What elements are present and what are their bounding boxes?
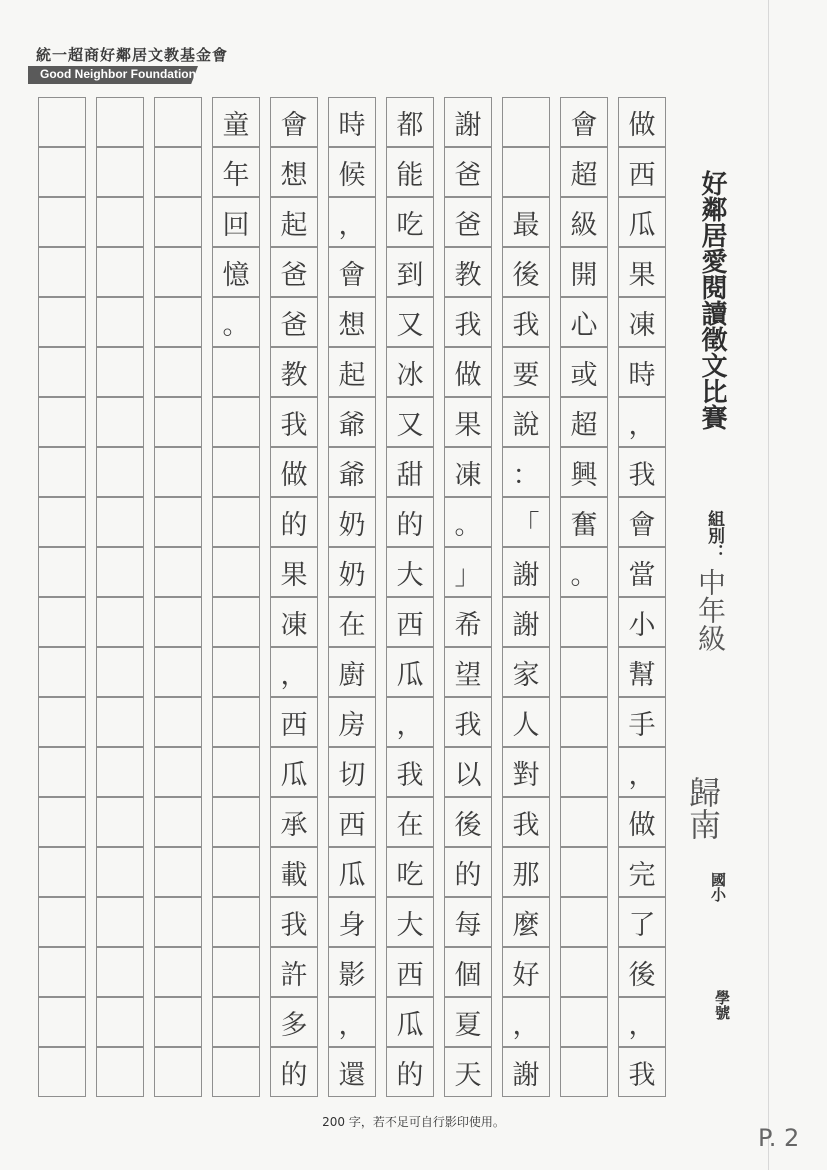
- grid-cell: [212, 897, 260, 947]
- grid-cell: [96, 197, 144, 247]
- grid-cell: [96, 497, 144, 547]
- grid-cell: [38, 797, 86, 847]
- grid-cell: [96, 297, 144, 347]
- grid-cell: 後: [444, 797, 492, 847]
- grid-column: [444, 97, 492, 1097]
- grid-cell: 凍: [618, 297, 666, 347]
- grid-cell: [154, 397, 202, 447]
- grid-cell: ，: [618, 997, 666, 1047]
- grid-cell: [96, 947, 144, 997]
- grid-cell: [154, 497, 202, 547]
- grid-cell: 又: [386, 297, 434, 347]
- grid-cell: 都: [386, 97, 434, 147]
- grid-cell: 後: [618, 947, 666, 997]
- grid-cell: 當: [618, 547, 666, 597]
- grid-cell: 後: [502, 247, 550, 297]
- grid-cell: [96, 797, 144, 847]
- grid-cell: [38, 847, 86, 897]
- grid-cell: 我: [618, 1047, 666, 1097]
- grid-cell: [38, 147, 86, 197]
- grid-cell: [154, 597, 202, 647]
- grid-cell: ，: [386, 697, 434, 747]
- grid-cell: [96, 347, 144, 397]
- grid-column: [38, 97, 86, 1097]
- grid-cell: 瓜: [386, 997, 434, 1047]
- grid-cell: [212, 597, 260, 647]
- grid-cell: 西: [386, 947, 434, 997]
- grid-cell: [154, 797, 202, 847]
- grid-cell: [38, 347, 86, 397]
- grid-cell: [96, 697, 144, 747]
- grid-column: [502, 97, 550, 1097]
- grid-cell: 完: [618, 847, 666, 897]
- grid-cell: 級: [560, 197, 608, 247]
- grid-cell: [154, 297, 202, 347]
- grid-cell: 還: [328, 1047, 376, 1097]
- grid-cell: [38, 297, 86, 347]
- grid-cell: 的: [270, 497, 318, 547]
- grid-cell: 興: [560, 447, 608, 497]
- grid-cell: [154, 897, 202, 947]
- grid-cell: 夏: [444, 997, 492, 1047]
- grid-cell: 瓜: [618, 197, 666, 247]
- grid-cell: [560, 697, 608, 747]
- grid-cell: [96, 1047, 144, 1097]
- grid-cell: [212, 647, 260, 697]
- grid-cell: 那: [502, 847, 550, 897]
- grid-cell: 天: [444, 1047, 492, 1097]
- grid-cell: 在: [386, 797, 434, 847]
- grid-cell: [96, 997, 144, 1047]
- grid-column: [212, 97, 260, 1097]
- grid-cell: 大: [386, 547, 434, 597]
- grid-cell: 凍: [444, 447, 492, 497]
- grid-cell: [96, 597, 144, 647]
- grid-cell: [96, 747, 144, 797]
- grid-cell: 做: [270, 447, 318, 497]
- grid-cell: [502, 97, 550, 147]
- grid-cell: [96, 447, 144, 497]
- grid-cell: [212, 797, 260, 847]
- grid-cell: [38, 447, 86, 497]
- grid-cell: 我: [444, 297, 492, 347]
- grid-column: [270, 97, 318, 1097]
- grid-cell: 每: [444, 897, 492, 947]
- grid-cell: ，: [618, 397, 666, 447]
- grid-cell: 回: [212, 197, 260, 247]
- grid-cell: 爸: [444, 197, 492, 247]
- foundation-name-en: Good Neighbor Foundation: [40, 67, 196, 81]
- grid-cell: 爸: [444, 147, 492, 197]
- grid-cell: 好: [502, 947, 550, 997]
- grid-cell: [154, 947, 202, 997]
- grid-cell: [560, 797, 608, 847]
- grid-cell: 房: [328, 697, 376, 747]
- grid-cell: 候: [328, 147, 376, 197]
- contest-title: 好鄰居愛閱讀徵文比賽: [697, 170, 727, 430]
- grid-cell: 幫: [618, 647, 666, 697]
- grid-cell: 吃: [386, 847, 434, 897]
- right-margin-line: [768, 0, 769, 1170]
- grid-cell: [38, 97, 86, 147]
- grid-cell: [154, 447, 202, 497]
- grid-cell: ，: [618, 747, 666, 797]
- grid-cell: 開: [560, 247, 608, 297]
- grid-cell: 謝: [502, 547, 550, 597]
- grid-cell: 在: [328, 597, 376, 647]
- grid-cell: [154, 847, 202, 897]
- grid-cell: [212, 997, 260, 1047]
- grid-cell: [560, 847, 608, 897]
- grid-cell: 望: [444, 647, 492, 697]
- grid-cell: [96, 147, 144, 197]
- grid-cell: 會: [270, 97, 318, 147]
- grid-cell: [154, 197, 202, 247]
- grid-cell: 」: [444, 547, 492, 597]
- grid-cell: [38, 997, 86, 1047]
- grid-cell: 會: [328, 247, 376, 297]
- grid-cell: [154, 97, 202, 147]
- grid-cell: 會: [618, 497, 666, 547]
- grid-cell: [212, 397, 260, 447]
- grid-cell: 的: [386, 497, 434, 547]
- grid-cell: [38, 397, 86, 447]
- grid-cell: 瓜: [386, 647, 434, 697]
- grid-cell: 超: [560, 397, 608, 447]
- grid-cell: [212, 1047, 260, 1097]
- grid-cell: 切: [328, 747, 376, 797]
- grid-cell: 身: [328, 897, 376, 947]
- school-name: 歸南: [684, 776, 722, 840]
- grid-cell: 人: [502, 697, 550, 747]
- grid-cell: 我: [270, 397, 318, 447]
- grid-cell: 我: [502, 297, 550, 347]
- grid-cell: 爸: [270, 247, 318, 297]
- grid-cell: 甜: [386, 447, 434, 497]
- grid-cell: 能: [386, 147, 434, 197]
- grid-cell: [38, 247, 86, 297]
- grid-cell: ，: [328, 197, 376, 247]
- grid-cell: 又: [386, 397, 434, 447]
- grid-cell: 起: [328, 347, 376, 397]
- grid-cell: ，: [270, 647, 318, 697]
- grid-cell: [560, 747, 608, 797]
- grid-cell: 要: [502, 347, 550, 397]
- grid-cell: 了: [618, 897, 666, 947]
- grid-cell: [96, 897, 144, 947]
- grid-cell: [212, 747, 260, 797]
- grid-cell: 想: [328, 297, 376, 347]
- grid-cell: [212, 697, 260, 747]
- grid-cell: 對: [502, 747, 550, 797]
- grid-cell: 手: [618, 697, 666, 747]
- grid-cell: 謝: [502, 597, 550, 647]
- grid-cell: 瓜: [328, 847, 376, 897]
- grid-cell: 我: [270, 897, 318, 947]
- grid-cell: 載: [270, 847, 318, 897]
- page-number: P. 2: [758, 1124, 800, 1152]
- grid-cell: 時: [328, 97, 376, 147]
- footer-note: 200 字，若不足可自行影印使用。: [322, 1115, 505, 1129]
- grid-cell: [560, 647, 608, 697]
- grid-column: [618, 97, 666, 1097]
- grid-cell: [38, 497, 86, 547]
- grid-cell: [96, 547, 144, 597]
- manuscript-grid: [38, 97, 656, 1097]
- grid-cell: 到: [386, 247, 434, 297]
- grid-cell: 果: [270, 547, 318, 597]
- grid-cell: 影: [328, 947, 376, 997]
- grid-cell: 想: [270, 147, 318, 197]
- grid-cell: 的: [386, 1047, 434, 1097]
- grid-column: [386, 97, 434, 1097]
- grid-cell: [154, 1047, 202, 1097]
- grid-cell: 我: [386, 747, 434, 797]
- grid-cell: [38, 647, 86, 697]
- grid-cell: 吃: [386, 197, 434, 247]
- grid-cell: 西: [270, 697, 318, 747]
- grid-cell: 果: [444, 397, 492, 447]
- grid-cell: 多: [270, 997, 318, 1047]
- grid-cell: [38, 1047, 86, 1097]
- grid-cell: 最: [502, 197, 550, 247]
- grid-cell: [154, 347, 202, 397]
- grid-cell: [154, 147, 202, 197]
- grid-cell: 年: [212, 147, 260, 197]
- grid-cell: 做: [444, 347, 492, 397]
- grid-cell: 西: [386, 597, 434, 647]
- grid-cell: 奶: [328, 497, 376, 547]
- grid-cell: 。: [560, 547, 608, 597]
- grid-cell: 小: [618, 597, 666, 647]
- grid-cell: [560, 897, 608, 947]
- grid-cell: 心: [560, 297, 608, 347]
- grid-cell: 「: [502, 497, 550, 547]
- grid-cell: 做: [618, 797, 666, 847]
- grid-cell: 個: [444, 947, 492, 997]
- grid-cell: ，: [328, 997, 376, 1047]
- grid-cell: 以: [444, 747, 492, 797]
- grid-cell: 教: [444, 247, 492, 297]
- grid-cell: [560, 1047, 608, 1097]
- group-value: 中年級: [694, 568, 727, 652]
- grid-cell: 我: [618, 447, 666, 497]
- grid-cell: ：: [502, 447, 550, 497]
- grid-cell: 瓜: [270, 747, 318, 797]
- grid-cell: 我: [502, 797, 550, 847]
- grid-cell: [154, 547, 202, 597]
- grid-cell: [38, 747, 86, 797]
- grid-cell: [212, 497, 260, 547]
- grid-cell: 憶: [212, 247, 260, 297]
- grid-cell: [560, 597, 608, 647]
- grid-cell: [96, 97, 144, 147]
- grid-cell: [96, 847, 144, 897]
- grid-cell: 的: [270, 1047, 318, 1097]
- grid-cell: [212, 547, 260, 597]
- grid-cell: 說: [502, 397, 550, 447]
- grid-cell: [38, 697, 86, 747]
- grid-cell: [212, 947, 260, 997]
- grid-cell: [154, 247, 202, 297]
- grid-cell: [38, 597, 86, 647]
- grid-cell: 家: [502, 647, 550, 697]
- grid-cell: 大: [386, 897, 434, 947]
- grid-cell: [96, 647, 144, 697]
- grid-cell: [154, 697, 202, 747]
- grid-cell: [96, 397, 144, 447]
- grid-cell: [38, 197, 86, 247]
- grid-cell: [154, 647, 202, 697]
- grid-column: [154, 97, 202, 1097]
- grid-cell: 教: [270, 347, 318, 397]
- grid-cell: 西: [328, 797, 376, 847]
- grid-cell: [212, 347, 260, 397]
- grid-cell: 謝: [444, 97, 492, 147]
- student-id-label: 學號: [713, 990, 731, 1020]
- grid-cell: 的: [444, 847, 492, 897]
- grid-cell: 謝: [502, 1047, 550, 1097]
- grid-cell: 爺: [328, 447, 376, 497]
- grid-cell: 爺: [328, 397, 376, 447]
- grid-cell: [96, 247, 144, 297]
- grid-cell: 凍: [270, 597, 318, 647]
- grid-cell: 超: [560, 147, 608, 197]
- grid-column: [96, 97, 144, 1097]
- foundation-name-zh: 統一超商好鄰居文教基金會: [36, 46, 229, 64]
- grid-cell: 或: [560, 347, 608, 397]
- school-suffix: 國小: [709, 872, 727, 902]
- grid-cell: [154, 747, 202, 797]
- grid-cell: [38, 547, 86, 597]
- grid-cell: [212, 847, 260, 897]
- grid-cell: 起: [270, 197, 318, 247]
- grid-cell: 冰: [386, 347, 434, 397]
- grid-cell: 果: [618, 247, 666, 297]
- grid-cell: [212, 447, 260, 497]
- grid-cell: 時: [618, 347, 666, 397]
- grid-cell: 許: [270, 947, 318, 997]
- grid-cell: 爸: [270, 297, 318, 347]
- grid-column: [560, 97, 608, 1097]
- grid-cell: 麼: [502, 897, 550, 947]
- grid-cell: 奮: [560, 497, 608, 547]
- group-label: 組別：: [704, 510, 724, 561]
- grid-cell: 西: [618, 147, 666, 197]
- grid-cell: 。: [444, 497, 492, 547]
- grid-column: [328, 97, 376, 1097]
- grid-cell: 承: [270, 797, 318, 847]
- grid-cell: 童: [212, 97, 260, 147]
- grid-cell: [38, 897, 86, 947]
- grid-cell: 希: [444, 597, 492, 647]
- grid-cell: 我: [444, 697, 492, 747]
- grid-cell: [502, 147, 550, 197]
- grid-cell: 會: [560, 97, 608, 147]
- grid-cell: [154, 997, 202, 1047]
- grid-cell: 奶: [328, 547, 376, 597]
- grid-cell: 做: [618, 97, 666, 147]
- grid-cell: 廚: [328, 647, 376, 697]
- grid-cell: [560, 997, 608, 1047]
- grid-cell: ，: [502, 997, 550, 1047]
- grid-cell: 。: [212, 297, 260, 347]
- grid-cell: [38, 947, 86, 997]
- grid-cell: [560, 947, 608, 997]
